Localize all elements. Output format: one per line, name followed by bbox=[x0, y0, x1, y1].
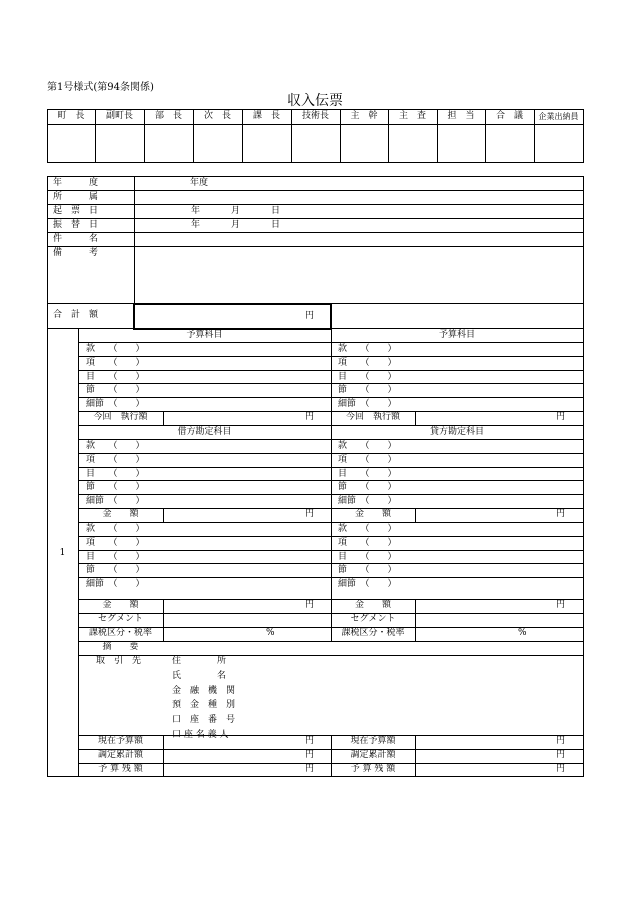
partner-field-0: 住 所 bbox=[172, 656, 227, 666]
remaining-budget-field-right[interactable] bbox=[416, 764, 582, 777]
current-budget-yen-left: 円 bbox=[305, 736, 315, 746]
remaining-budget-label-right: 予 算 残 額 bbox=[350, 764, 396, 774]
fiscal-year-value: 年度 bbox=[190, 178, 209, 188]
approval-stamp-cell-4[interactable] bbox=[243, 125, 291, 162]
item-right-0-3: 節 （ ） bbox=[338, 385, 397, 396]
adjusted-total-yen-left: 円 bbox=[305, 750, 315, 760]
partner-field-5: 口 座 名 義 人 bbox=[172, 730, 229, 740]
budget-header-left: 予算科目 bbox=[186, 330, 223, 340]
adjusted-total-yen-right: 円 bbox=[556, 750, 566, 760]
tax-field-right[interactable] bbox=[416, 628, 582, 641]
approval-header-6: 主 幹 bbox=[350, 111, 378, 121]
amount-1-yen-left: 円 bbox=[305, 509, 315, 519]
item-left-0-4: 細節 （ ） bbox=[86, 399, 145, 410]
item-right-0-1: 項 （ ） bbox=[338, 357, 397, 368]
subject-label: 件 名 bbox=[53, 234, 99, 244]
remaining-budget-yen-right: 円 bbox=[556, 764, 566, 774]
approval-stamp-cell-6[interactable] bbox=[341, 125, 388, 162]
draft-date-label: 起 票 日 bbox=[53, 206, 99, 216]
transfer-date-label: 振 替 日 bbox=[53, 220, 99, 230]
item-left-2-2: 目 （ ） bbox=[86, 551, 145, 562]
segment-field-left[interactable] bbox=[164, 614, 330, 627]
tax-rate-percent-left: % bbox=[266, 628, 275, 638]
debit-account-header: 借方勘定科目 bbox=[177, 427, 232, 437]
adjusted-total-field-left[interactable] bbox=[164, 750, 330, 763]
grid-line bbox=[583, 176, 584, 777]
grid-line bbox=[331, 328, 332, 641]
approval-stamp-cell-7[interactable] bbox=[389, 125, 437, 162]
item-right-1-4: 細節 （ ） bbox=[338, 496, 397, 507]
tax-field-left[interactable] bbox=[164, 628, 330, 641]
item-left-0-2: 目 （ ） bbox=[86, 371, 145, 382]
exec-amount-yen-right: 円 bbox=[556, 412, 566, 422]
department-field[interactable] bbox=[135, 191, 583, 204]
transfer-month: 月 bbox=[231, 220, 241, 230]
partner-field-2: 金 融 機 関 bbox=[172, 685, 236, 696]
amount-2-field-left[interactable] bbox=[164, 600, 330, 613]
item-left-1-4: 細節 （ ） bbox=[86, 496, 145, 507]
tax-class-label-right: 課税区分・税率 bbox=[341, 628, 405, 638]
approval-stamp-cell-0[interactable] bbox=[48, 125, 95, 162]
item-right-0-4: 細節 （ ） bbox=[338, 399, 397, 410]
transfer-day: 日 bbox=[271, 220, 281, 230]
item-left-2-0: 款 （ ） bbox=[86, 524, 145, 534]
item-left-1-0: 款 （ ） bbox=[86, 441, 145, 451]
approval-stamp-cell-1[interactable] bbox=[96, 125, 144, 162]
current-budget-yen-right: 円 bbox=[556, 736, 566, 746]
amount-2-left: 金 額 bbox=[102, 600, 139, 610]
amount-2-right: 金 額 bbox=[354, 600, 391, 610]
segment-label-left: セグメント bbox=[98, 614, 143, 624]
adjusted-total-field-right[interactable] bbox=[416, 750, 582, 763]
department-label: 所 属 bbox=[53, 192, 99, 202]
approval-header-1: 副町長 bbox=[105, 111, 133, 121]
grid-line bbox=[47, 218, 583, 219]
exec-amount-left: 今回 執行額 bbox=[93, 412, 148, 422]
exec-amount-yen-left: 円 bbox=[305, 412, 315, 422]
adjusted-total-label-left: 調定累計額 bbox=[97, 750, 143, 760]
section-number: 1 bbox=[59, 548, 66, 558]
approval-header-7: 主 査 bbox=[398, 111, 426, 121]
note-label: 備 考 bbox=[53, 248, 99, 258]
partner-detail-field[interactable] bbox=[250, 656, 582, 734]
approval-header-4: 課 長 bbox=[252, 111, 280, 121]
grid-line bbox=[163, 613, 164, 641]
year-label: 年 度 bbox=[53, 178, 99, 188]
total-yen-unit: 円 bbox=[305, 311, 315, 321]
current-budget-label-left: 現在予算額 bbox=[97, 736, 143, 746]
approval-stamp-cell-3[interactable] bbox=[194, 125, 242, 162]
item-left-2-1: 項 （ ） bbox=[86, 537, 145, 548]
remaining-budget-field-left[interactable] bbox=[164, 764, 330, 777]
item-right-1-3: 節 （ ） bbox=[338, 482, 397, 493]
approval-stamp-cell-2[interactable] bbox=[145, 125, 193, 162]
item-left-1-1: 項 （ ） bbox=[86, 454, 145, 465]
current-budget-field-left[interactable] bbox=[164, 736, 330, 749]
grid-line bbox=[415, 613, 416, 641]
note-field[interactable] bbox=[135, 247, 583, 303]
approval-header-0: 町 長 bbox=[57, 111, 85, 121]
segment-label-right: セグメント bbox=[350, 614, 396, 624]
current-budget-field-right[interactable] bbox=[416, 736, 582, 749]
amount-1-left: 金 額 bbox=[102, 509, 139, 519]
grid-line bbox=[47, 109, 583, 110]
approval-header-8: 担 当 bbox=[447, 111, 475, 121]
form-number-label: 第1号様式(第94条関係) bbox=[47, 82, 154, 93]
approval-header-9: 合 議 bbox=[495, 111, 523, 121]
approval-stamp-cell-8[interactable] bbox=[438, 125, 485, 162]
amount-1-field-left[interactable] bbox=[164, 509, 330, 522]
amount-1-field-right[interactable] bbox=[416, 509, 582, 522]
draft-year: 年 bbox=[191, 206, 201, 216]
approval-stamp-cell-9[interactable] bbox=[486, 125, 534, 162]
approval-header-5: 技術長 bbox=[301, 111, 329, 121]
item-right-2-0: 款 （ ） bbox=[338, 524, 397, 534]
item-right-1-1: 項 （ ） bbox=[338, 454, 397, 465]
item-right-2-3: 節 （ ） bbox=[338, 565, 397, 576]
partner-label: 取 引 先 bbox=[96, 656, 142, 666]
remaining-budget-label-left: 予 算 残 額 bbox=[98, 764, 143, 774]
approval-stamp-cell-10[interactable] bbox=[535, 125, 583, 162]
item-right-1-2: 目 （ ） bbox=[338, 468, 397, 479]
summary-label: 摘 要 bbox=[102, 642, 139, 652]
exec-amount-right: 今回 執行額 bbox=[345, 412, 400, 422]
grid-line bbox=[47, 176, 48, 776]
item-left-2-4: 細節 （ ） bbox=[86, 579, 145, 590]
exec-amount-field-right[interactable] bbox=[416, 412, 582, 425]
item-left-0-3: 節 （ ） bbox=[86, 385, 145, 396]
grid-line bbox=[583, 109, 584, 162]
approval-header-2: 部 長 bbox=[154, 111, 182, 121]
approval-stamp-cell-5[interactable] bbox=[292, 125, 340, 162]
total-amount-label: 合 計 額 bbox=[53, 310, 99, 320]
subject-field[interactable] bbox=[135, 233, 583, 246]
grid-line bbox=[78, 655, 583, 656]
amount-2-yen-right: 円 bbox=[556, 600, 566, 610]
partner-field-4: 口 座 番 号 bbox=[172, 715, 236, 726]
item-left-1-2: 目 （ ） bbox=[86, 468, 145, 479]
total-amount-field[interactable] bbox=[133, 303, 332, 330]
item-right-0-0: 款 （ ） bbox=[338, 344, 397, 354]
item-left-0-1: 項 （ ） bbox=[86, 357, 145, 368]
remaining-budget-yen-left: 円 bbox=[305, 764, 315, 774]
fiscal-year-field[interactable] bbox=[135, 177, 583, 190]
credit-account-header: 貸方勘定科目 bbox=[429, 427, 484, 437]
item-right-0-2: 目 （ ） bbox=[338, 371, 397, 382]
segment-field-right[interactable] bbox=[416, 614, 582, 627]
partner-field-3: 預 金 種 別 bbox=[172, 700, 236, 711]
item-left-2-3: 節 （ ） bbox=[86, 565, 145, 576]
partner-field-1: 氏 名 bbox=[172, 670, 227, 681]
amount-2-field-right[interactable] bbox=[416, 600, 582, 613]
tax-class-label-left: 課税区分・税率 bbox=[88, 628, 152, 638]
item-right-2-4: 細節 （ ） bbox=[338, 579, 397, 590]
draft-day: 日 bbox=[271, 206, 281, 216]
adjusted-total-label-right: 調定累計額 bbox=[350, 750, 396, 760]
amount-2-yen-left: 円 bbox=[305, 600, 315, 610]
draft-month: 月 bbox=[231, 206, 241, 216]
summary-field[interactable] bbox=[164, 642, 582, 655]
budget-header-right: 予算科目 bbox=[438, 330, 475, 340]
grid-line bbox=[47, 162, 584, 163]
grid-line bbox=[78, 328, 79, 776]
grid-line bbox=[47, 204, 583, 205]
current-budget-label-right: 現在予算額 bbox=[350, 736, 396, 746]
transfer-year: 年 bbox=[191, 220, 201, 230]
item-right-1-0: 款 （ ） bbox=[338, 441, 397, 451]
item-right-2-1: 項 （ ） bbox=[338, 537, 397, 548]
amount-1-right: 金 額 bbox=[354, 509, 391, 519]
approval-header-3: 次 長 bbox=[203, 111, 231, 121]
item-left-0-0: 款 （ ） bbox=[86, 344, 145, 354]
approval-header-10: 企業出納員 bbox=[538, 112, 579, 121]
item-left-1-3: 節 （ ） bbox=[86, 482, 145, 493]
tax-rate-percent-right: % bbox=[518, 628, 527, 638]
exec-amount-field-left[interactable] bbox=[164, 412, 330, 425]
grid-line bbox=[78, 641, 583, 642]
grid-line bbox=[331, 613, 332, 641]
page-title: 収入伝票 bbox=[287, 93, 343, 109]
amount-1-yen-right: 円 bbox=[556, 509, 566, 519]
item-right-2-2: 目 （ ） bbox=[338, 551, 397, 562]
